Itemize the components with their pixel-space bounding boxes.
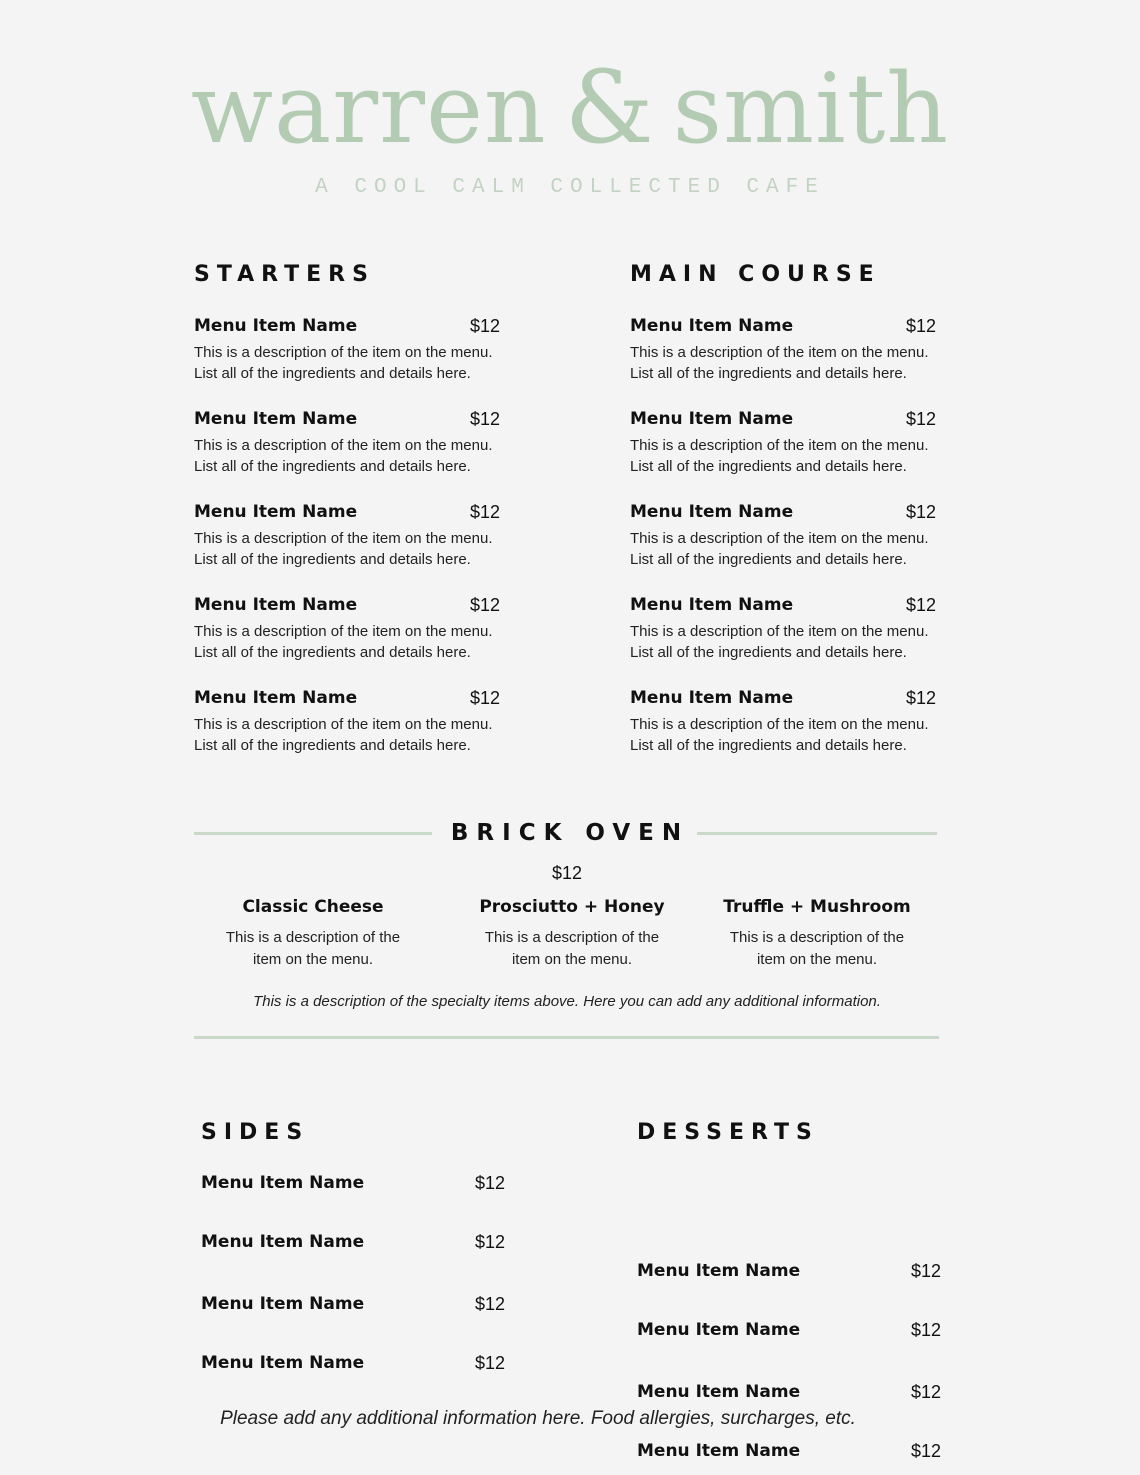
sides-item: [201, 1353, 509, 1375]
item-price: $12: [910, 1441, 941, 1461]
specialty-description: This is a description of the item on the menu.: [484, 929, 660, 968]
desserts-title: DESSERTS: [637, 1120, 819, 1145]
specialty-description: This is a description of the item on the menu.: [225, 929, 401, 968]
desserts-item: [637, 1382, 945, 1404]
item-price: $12: [469, 595, 500, 615]
item-name: Menu Item Name: [637, 1382, 801, 1402]
item-name: Menu Item Name: [201, 1173, 365, 1193]
specialty-name: Classic Cheese: [242, 897, 384, 917]
starters-item: [194, 688, 504, 756]
specialty-description: This is a description of the item on the menu.: [729, 929, 905, 968]
cafe-tagline: A COOL CALM COLLECTED CAFE: [315, 176, 825, 199]
brick-oven-bottom-divider: [194, 1036, 939, 1039]
brick-oven-title: BRICK OVEN: [450, 820, 690, 846]
item-price: $12: [905, 409, 936, 429]
specialty-item: [702, 897, 932, 971]
item-price: $12: [905, 688, 936, 708]
sides-item: [201, 1173, 509, 1195]
logo-word-warren: warren: [190, 53, 547, 165]
starters-item: [194, 502, 504, 570]
main-course-item: [630, 688, 940, 756]
item-name: Menu Item Name: [194, 502, 358, 522]
starters-item: [194, 409, 504, 477]
item-name: Menu Item Name: [630, 409, 794, 429]
item-description: This is a description of the item on the menu. List all of the ingredients and details here.: [194, 716, 493, 754]
item-price: $12: [474, 1294, 505, 1314]
brick-oven-price: $12: [551, 863, 583, 883]
item-description: This is a description of the item on the menu. List all of the ingredients and details here.: [630, 530, 929, 568]
main-course-item: [630, 502, 940, 570]
brick-oven-divider-left: [194, 832, 432, 835]
item-price: $12: [469, 502, 500, 522]
item-price: $12: [910, 1382, 941, 1402]
desserts-item: [637, 1441, 945, 1463]
item-description: This is a description of the item on the menu. List all of the ingredients and details here.: [194, 344, 493, 382]
item-description: This is a description of the item on the menu. List all of the ingredients and details here.: [194, 437, 493, 475]
sides-item: [201, 1232, 509, 1254]
desserts-item: [637, 1261, 945, 1283]
cafe-logo: [0, 48, 1140, 168]
item-price: $12: [905, 595, 936, 615]
item-name: Menu Item Name: [637, 1261, 801, 1281]
item-description: This is a description of the item on the menu. List all of the ingredients and details here.: [630, 437, 929, 475]
main-course-item: [630, 409, 940, 477]
starters-item: [194, 595, 504, 663]
item-description: This is a description of the item on the menu. List all of the ingredients and details here.: [194, 623, 493, 661]
specialty-name: Prosciutto + Honey: [479, 897, 665, 917]
main-course-item: [630, 595, 940, 663]
item-name: Menu Item Name: [637, 1441, 801, 1461]
item-name: Menu Item Name: [630, 688, 794, 708]
sides-item: [201, 1294, 509, 1316]
logo-ampersand: &: [564, 49, 655, 166]
item-price: $12: [474, 1353, 505, 1373]
footer-note: Please add any additional information here. Food allergies, surcharges, etc.: [220, 1408, 856, 1429]
item-name: Menu Item Name: [194, 595, 358, 615]
main-course-item: [630, 316, 940, 384]
item-price: $12: [905, 502, 936, 522]
item-description: This is a description of the item on the menu. List all of the ingredients and details here.: [630, 623, 929, 661]
specialty-item: [198, 897, 428, 971]
item-price: $12: [469, 409, 500, 429]
item-description: This is a description of the item on the menu. List all of the ingredients and details here.: [630, 716, 929, 754]
brick-oven-note: This is a description of the specialty items above. Here you can add any additional information.: [253, 993, 881, 1010]
sides-title: SIDES: [201, 1120, 310, 1145]
item-name: Menu Item Name: [194, 688, 358, 708]
brick-oven-divider-right: [697, 832, 937, 835]
item-price: $12: [910, 1261, 941, 1281]
item-price: $12: [474, 1173, 505, 1193]
item-name: Menu Item Name: [201, 1353, 365, 1373]
logo-word-smith: smith: [672, 53, 950, 165]
item-price: $12: [905, 316, 936, 336]
item-name: Menu Item Name: [201, 1232, 365, 1252]
item-name: Menu Item Name: [630, 595, 794, 615]
specialty-item: [457, 897, 687, 971]
item-description: This is a description of the item on the menu. List all of the ingredients and details here.: [194, 530, 493, 568]
item-name: Menu Item Name: [630, 502, 794, 522]
item-price: $12: [469, 688, 500, 708]
item-description: This is a description of the item on the menu. List all of the ingredients and details here.: [630, 344, 929, 382]
desserts-item: [637, 1320, 945, 1342]
specialty-name: Truffle + Mushroom: [723, 897, 911, 917]
item-price: $12: [469, 316, 500, 336]
item-name: Menu Item Name: [637, 1320, 801, 1340]
item-name: Menu Item Name: [194, 409, 358, 429]
item-name: Menu Item Name: [630, 316, 794, 336]
item-name: Menu Item Name: [201, 1294, 365, 1314]
item-price: $12: [474, 1232, 505, 1252]
starters-item: [194, 316, 504, 384]
starters-title: STARTERS: [194, 262, 375, 287]
item-name: Menu Item Name: [194, 316, 358, 336]
main-course-title: MAIN COURSE: [630, 262, 881, 287]
item-price: $12: [910, 1320, 941, 1340]
